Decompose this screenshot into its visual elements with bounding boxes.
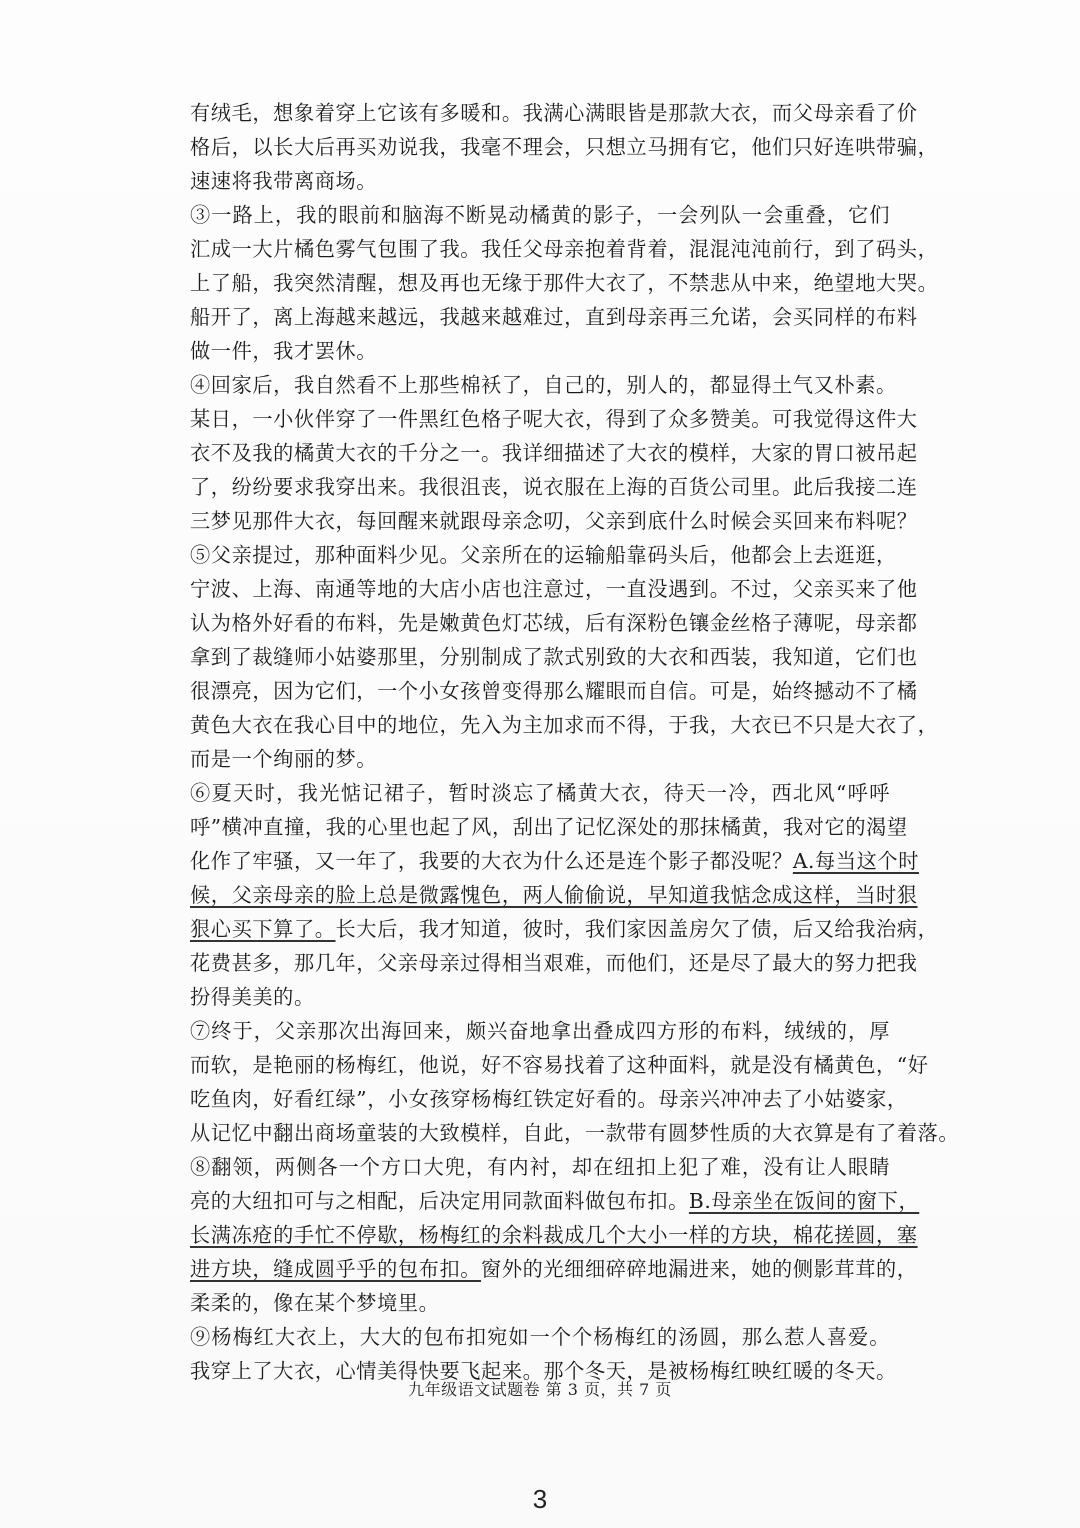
text-line: 认为格外好看的布料，先是嫩黄色灯芯绒，后有深粉色镶金丝格子薄呢，母亲都 [190,611,918,635]
text-line: 进方块，缝成圆乎乎的包布扣。窗外的光细细碎碎地漏进来，她的侧影茸茸的， [190,1257,918,1281]
text-line: 扮得美美的。 [190,985,315,1009]
text-line: 吃鱼肉，好看红绿”，小女孩穿杨梅红铁定好看的。母亲兴冲冲去了小姑婆家， [190,1087,908,1111]
text-line: 亮的大纽扣可与之相配，后决定用同款面料做包布扣。B.母亲坐在饭间的窗下， [190,1189,920,1213]
underlined-passage: 狠心买下算了。 [190,917,336,941]
text-line: ⑧翻领，两侧各一个方口大兜，有内衬，却在纽扣上犯了难，没有让人眼睛 [190,1155,890,1179]
text-line: 上了船，我突然清醒，想及再也无缘于那件大衣了，不禁悲从中来，绝望地大哭。 [190,271,939,295]
text-line: 拿到了裁缝师小姑婆那里，分别制成了款式别致的大衣和西装，我知道，它们也 [190,645,918,669]
text-line: 而是一个绚丽的梦。 [190,747,378,771]
text-line: 格后，以长大后再买劝说我，我毫不理会，只想立马拥有它，他们只好连哄带骗， [190,135,939,159]
underlined-passage: 长满冻疮的手忙不停歇，杨梅红的余料裁成几个大小一样的方块，棉花搓圆，塞 [190,1223,918,1247]
text-line: ③一路上，我的眼前和脑海不断晃动橘黄的影子，一会列队一会重叠，它们 [190,203,890,227]
text-line: 了，纷纷要求我穿出来。我很沮丧，说衣服在上海的百货公司里。此后我接二连 [190,475,918,499]
text-line: 汇成一大片橘色雾气包围了我。我任父母亲抱着背着，混混沌沌前行，到了码头， [190,237,939,261]
text-line: 三梦见那件大衣，每回醒来就跟母亲念叨，父亲到底什么时候会买回来布料呢？ [190,509,918,533]
text-line: ⑥夏天时，我光惦记裙子，暂时淡忘了橘黄大衣，待天一冷，西北风“呼呼 [190,781,890,805]
text-line [190,1218,918,1252]
text-line: 黄色大衣在我心目中的地位，先入为主加求而不得，于我，大衣已不只是大衣了， [190,713,939,737]
page-number: 3 [532,1484,548,1514]
underlined-passage: B.母亲坐在饭间的窗下， [688,1189,920,1213]
text-line: 衣不及我的橘黄大衣的千分之一。我详细描述了大衣的模样，大家的胃口被吊起 [190,441,918,465]
text-line: 化作了牢骚，又一年了，我要的大衣为什么还是连个影子都没呢？A.每当这个时 [190,849,919,873]
text-line: 某日，一小伙伴穿了一件黑红色格子呢大衣，得到了众多赞美。可我觉得这件大 [190,407,918,431]
text-line: 做一件，我才罢休。 [190,339,378,363]
text-line: 狠心买下算了。长大后，我才知道，彼时，我们家因盖房欠了债，后又给我治病， [190,917,939,941]
underlined-passage: A.每当这个时 [792,849,919,873]
article-body [190,96,960,1388]
page-footer: 九年级语文试题卷 第 3 页，共 7 页 [408,1380,672,1399]
text-line [190,878,918,912]
text-line: ④回家后，我自然看不上那些棉袄了，自己的，别人的，都显得土气又朴素。 [190,373,897,397]
text-line: 宁波、上海、南通等地的大店小店也注意过，一直没遇到。不过，父亲买来了他 [190,577,918,601]
text-line: ⑨杨梅红大衣上，大大的包布扣宛如一个个杨梅红的汤圆，那么惹人喜爱。 [190,1325,890,1349]
text-line: 很漂亮，因为它们，一个小女孩曾变得那么耀眼而自信。可是，始终撼动不了橘 [190,679,918,703]
text-line: 从记忆中翻出商场童装的大致模样，自此，一款带有圆梦性质的大衣算是有了着落。 [190,1121,960,1145]
underlined-passage: 候，父亲母亲的脸上总是微露愧色，两人偷偷说，早知道我惦念成这样，当时狠 [190,883,918,907]
text-line: 我穿上了大衣，心情美得快要飞起来。那个冬天，是被杨梅红映红暖的冬天。 [190,1359,897,1383]
text-line: ⑦终于，父亲那次出海回来，颇兴奋地拿出叠成四方形的布料，绒绒的，厚 [190,1019,890,1043]
text-line: 速速将我带离商场。 [190,169,378,193]
text-line: 柔柔的，像在某个梦境里。 [190,1291,440,1315]
text-line: 呼”横冲直撞，我的心里也起了风，刮出了记忆深处的那抹橘黄，我对它的渴望 [190,815,908,839]
text-line: ⑤父亲提过，那种面料少见。父亲所在的运输船靠码头后，他都会上去逛逛， [190,543,897,567]
text-line: 而软，是艳丽的杨梅红，他说，好不容易找着了这种面料，就是没有橘黄色，“好 [190,1053,929,1077]
text-line: 有绒毛，想象着穿上它该有多暖和。我满心满眼皆是那款大衣，而父母亲看了价 [190,101,918,125]
text-line: 船开了，离上海越来越远，我越来越难过，直到母亲再三允诺，会买同样的布料 [190,305,918,329]
underlined-passage: 进方块，缝成圆乎乎的包布扣。 [190,1257,482,1281]
text-line: 花费甚多，那几年，父亲母亲过得相当艰难，而他们，还是尽了最大的努力把我 [190,951,918,975]
